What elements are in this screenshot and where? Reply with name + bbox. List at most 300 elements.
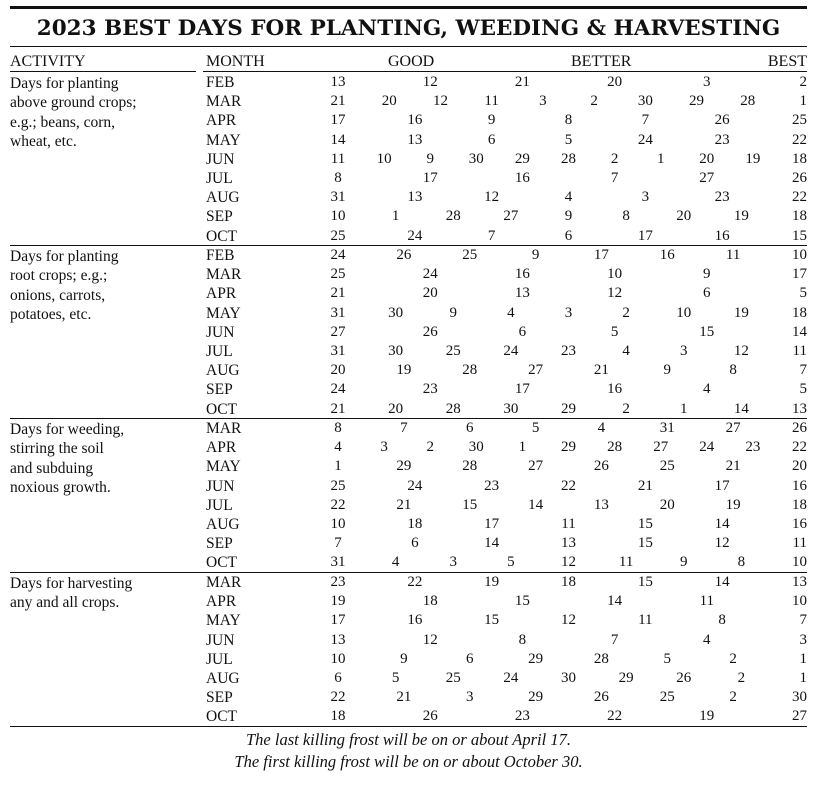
day-value: 7 (400, 420, 408, 436)
month-label: MAR (206, 420, 242, 437)
day-value: 14 (607, 593, 623, 610)
day-value: 14 (484, 535, 500, 552)
day-value: 11 (792, 535, 807, 552)
day-value: 1 (656, 150, 665, 167)
day-value: 11 (699, 593, 715, 610)
day-value: 9 (426, 150, 434, 167)
header-best: BEST (767, 53, 807, 70)
day-value: 24 (503, 670, 519, 686)
month-label: JUL (206, 650, 233, 668)
day-value: 29 (396, 458, 412, 475)
day-value: 5 (564, 131, 573, 148)
day-value: 16 (659, 247, 675, 263)
month-label: MAY (206, 612, 241, 630)
day-value: 16 (407, 612, 423, 629)
month-row (10, 611, 807, 630)
day-value: 22 (792, 189, 807, 206)
day-value: 24 (503, 343, 519, 359)
day-value: 14 (792, 323, 807, 340)
month-label: JUL (206, 170, 233, 187)
day-value: 17 (330, 112, 346, 129)
day-value: 19 (725, 496, 741, 513)
day-value: 13 (792, 400, 807, 417)
day-value: 26 (422, 323, 438, 340)
day-value: 21 (593, 362, 609, 379)
day-value: 21 (330, 285, 346, 302)
day-value: 7 (610, 170, 619, 186)
activity-line: root crops; e.g.; (10, 267, 108, 285)
month-label: MAR (206, 93, 242, 111)
month-label: JUL (206, 496, 233, 514)
day-value: 13 (514, 285, 530, 302)
day-value: 29 (528, 689, 544, 706)
day-value: 18 (422, 593, 438, 610)
day-value: 6 (411, 535, 419, 552)
day-list (276, 265, 807, 284)
day-value: 15 (484, 612, 500, 629)
day-value: 9 (487, 112, 496, 129)
day-value: 18 (561, 574, 576, 590)
day-value: 2 (729, 689, 737, 706)
day-list (276, 188, 807, 207)
day-value: 26 (792, 170, 807, 186)
day-value: 22 (330, 496, 346, 513)
header-underline-days (203, 71, 807, 72)
day-value: 3 (680, 343, 688, 359)
day-list (276, 207, 807, 226)
day-value: 20 (659, 496, 675, 513)
day-value: 21 (725, 458, 741, 475)
month-row (10, 111, 807, 130)
day-value: 12 (607, 285, 623, 302)
month-label: OCT (206, 708, 237, 726)
day-value: 8 (518, 631, 527, 648)
month-label: APR (206, 285, 237, 303)
month-row (10, 207, 807, 226)
day-list (276, 534, 807, 553)
day-value: 3 (799, 631, 807, 648)
day-value: 7 (487, 227, 496, 244)
day-value: 16 (792, 477, 807, 494)
day-list (276, 438, 807, 457)
day-list (276, 400, 807, 419)
activity-line: potatoes, etc. (10, 305, 92, 323)
day-list (276, 304, 807, 323)
activity-section (10, 419, 807, 573)
day-list (276, 131, 807, 150)
day-value: 12 (561, 554, 576, 571)
activity-section (10, 73, 807, 246)
day-value: 13 (407, 131, 423, 148)
day-value: 28 (740, 93, 756, 110)
day-value: 28 (561, 150, 576, 167)
day-value: 10 (330, 650, 346, 667)
day-value: 1 (799, 650, 807, 667)
day-value: 3 (380, 439, 388, 456)
day-value: 28 (607, 439, 623, 456)
day-value: 19 (699, 708, 715, 725)
day-list (276, 246, 807, 265)
day-list (276, 477, 807, 496)
day-value: 14 (714, 574, 730, 590)
month-label: APR (206, 593, 237, 611)
month-row (10, 438, 807, 457)
day-value: 5 (531, 420, 540, 436)
day-value: 26 (593, 689, 609, 706)
day-value: 17 (514, 381, 530, 398)
day-list (276, 380, 807, 399)
month-row (10, 265, 807, 284)
day-value: 11 (561, 516, 576, 532)
day-value: 27 (792, 708, 807, 725)
day-value: 16 (514, 266, 530, 283)
activity-line: Days for weeding, (10, 421, 125, 438)
activity-section (10, 246, 807, 419)
day-value: 25 (792, 112, 807, 129)
day-value: 11 (330, 150, 346, 167)
day-value: 2 (622, 304, 630, 321)
day-value: 27 (528, 458, 544, 475)
day-value: 4 (597, 420, 606, 436)
month-label: AUG (206, 362, 240, 380)
day-value: 17 (484, 516, 500, 532)
day-list (276, 227, 807, 246)
day-value: 13 (792, 574, 807, 590)
month-label: JUN (206, 477, 235, 495)
day-value: 20 (422, 285, 438, 302)
day-value: 16 (407, 112, 423, 129)
day-value: 20 (792, 458, 807, 475)
day-value: 13 (407, 189, 423, 206)
day-list (276, 457, 807, 476)
day-value: 29 (618, 670, 634, 686)
activity-section (10, 573, 807, 727)
day-value: 20 (388, 400, 404, 417)
month-label: SEP (206, 535, 233, 553)
day-value: 18 (330, 708, 346, 725)
day-value: 3 (449, 554, 457, 571)
day-list (276, 631, 807, 650)
day-value: 17 (637, 227, 653, 244)
day-value: 28 (462, 362, 478, 379)
month-label: APR (206, 439, 237, 457)
day-value: 1 (680, 400, 688, 417)
activity-line: Days for harvesting (10, 575, 133, 592)
month-row (10, 342, 807, 361)
day-value: 8 (564, 112, 573, 129)
month-row (10, 150, 807, 169)
day-value: 12 (422, 74, 438, 90)
day-value: 5 (663, 650, 672, 667)
day-value: 23 (330, 574, 346, 590)
day-value: 13 (330, 631, 346, 648)
month-label: MAR (206, 266, 242, 284)
day-value: 24 (330, 247, 346, 263)
month-label: SEP (206, 689, 233, 707)
activity-line: stirring the soil (10, 440, 104, 458)
day-value: 23 (484, 477, 500, 494)
day-value: 18 (792, 208, 807, 225)
day-value: 5 (799, 381, 807, 398)
day-value: 17 (593, 247, 609, 263)
day-list (276, 515, 807, 534)
day-value: 16 (607, 381, 623, 398)
month-label: JUN (206, 323, 235, 341)
day-value: 21 (330, 400, 346, 417)
day-value: 25 (330, 266, 346, 283)
day-value: 24 (637, 131, 653, 148)
activity-line: onions, carrots, (10, 286, 106, 304)
month-row (10, 73, 807, 92)
day-value: 28 (462, 458, 478, 475)
day-list (276, 284, 807, 303)
day-value: 6 (487, 131, 496, 148)
month-label: AUG (206, 189, 240, 207)
month-label: JUN (206, 631, 235, 649)
day-value: 31 (330, 554, 346, 571)
day-value: 25 (445, 670, 461, 686)
day-value: 10 (792, 593, 807, 610)
last-frost-note: The last killing frost will be on or about April 17. (246, 730, 571, 749)
day-value: 24 (422, 266, 438, 283)
month-row (10, 688, 807, 707)
day-value: 30 (792, 689, 807, 706)
day-value: 21 (330, 93, 346, 110)
day-list (276, 611, 807, 630)
day-list (276, 707, 807, 726)
day-list (276, 592, 807, 611)
day-value: 2 (729, 650, 737, 667)
day-value: 31 (330, 304, 346, 321)
day-value: 30 (503, 400, 519, 417)
month-row (10, 650, 807, 669)
day-value: 3 (539, 93, 547, 110)
activity-line: any and all crops. (10, 594, 120, 612)
day-value: 27 (528, 362, 544, 379)
day-value: 19 (484, 574, 500, 590)
header-good: GOOD (388, 53, 435, 70)
day-value: 16 (714, 227, 730, 244)
header-month: MONTH (206, 53, 265, 70)
activity-line: and subduing (10, 459, 94, 477)
day-value: 20 (330, 362, 346, 379)
day-value: 26 (792, 420, 807, 436)
day-value: 24 (407, 477, 423, 494)
day-list (276, 150, 807, 169)
day-value: 10 (607, 266, 623, 283)
day-value: 21 (396, 496, 412, 513)
month-row (10, 534, 807, 553)
day-value: 19 (396, 362, 412, 379)
day-value: 12 (561, 612, 576, 629)
day-value: 2 (590, 93, 598, 110)
day-value: 1 (518, 439, 527, 456)
day-value: 15 (462, 496, 478, 513)
month-row (10, 400, 807, 419)
day-value: 12 (714, 535, 730, 552)
day-value: 16 (514, 170, 530, 186)
day-value: 18 (792, 304, 807, 321)
month-row (10, 131, 807, 150)
month-row (10, 669, 807, 688)
month-label: SEP (206, 208, 233, 226)
day-value: 29 (561, 400, 576, 417)
day-value: 3 (465, 689, 474, 706)
day-value: 15 (514, 593, 530, 610)
day-value: 25 (445, 343, 461, 359)
day-value: 11 (638, 612, 653, 629)
month-label: MAY (206, 304, 241, 322)
day-value: 13 (330, 74, 346, 90)
day-value: 11 (484, 93, 499, 110)
day-value: 18 (792, 150, 807, 167)
day-value: 9 (703, 266, 711, 283)
month-label: APR (206, 112, 237, 130)
month-label: JUN (206, 150, 235, 168)
day-value: 23 (745, 439, 761, 456)
month-row (10, 188, 807, 207)
day-list (276, 92, 807, 111)
day-value: 27 (699, 170, 715, 186)
month-row (10, 457, 807, 476)
day-value: 1 (391, 208, 400, 225)
day-value: 4 (703, 381, 711, 398)
day-value: 4 (703, 631, 711, 648)
month-label: JUL (206, 343, 233, 360)
day-value: 14 (733, 400, 749, 417)
title-rule (10, 46, 807, 47)
day-value: 28 (593, 650, 609, 667)
day-value: 23 (714, 131, 730, 148)
page-title: 2023 BEST DAYS FOR PLANTING, WEEDING & HARVESTING (36, 16, 781, 41)
day-value: 4 (507, 304, 515, 321)
day-value: 21 (637, 477, 653, 494)
day-list (276, 496, 807, 515)
day-value: 30 (388, 304, 404, 321)
month-label: FEB (206, 247, 235, 264)
day-value: 15 (637, 516, 653, 532)
day-value: 17 (330, 612, 346, 629)
day-value: 10 (676, 304, 692, 321)
day-value: 7 (641, 112, 650, 129)
day-value: 2 (799, 74, 807, 90)
day-value: 25 (659, 458, 675, 475)
day-value: 30 (561, 670, 576, 686)
month-label: AUG (206, 670, 240, 687)
day-value: 26 (714, 112, 730, 129)
month-row (10, 304, 807, 323)
day-value: 10 (330, 516, 346, 532)
day-value: 22 (561, 477, 576, 494)
month-row (10, 477, 807, 496)
day-value: 27 (725, 420, 741, 436)
day-value: 31 (330, 343, 346, 359)
day-value: 9 (663, 362, 672, 379)
day-value: 9 (531, 247, 540, 263)
day-value: 21 (514, 74, 530, 90)
day-value: 6 (465, 650, 474, 667)
day-value: 16 (792, 516, 807, 532)
day-list (276, 553, 807, 572)
day-value: 26 (676, 670, 692, 686)
day-list (276, 573, 807, 592)
day-value: 8 (718, 612, 726, 629)
month-label: AUG (206, 516, 240, 533)
day-value: 20 (381, 93, 397, 110)
day-value: 8 (729, 362, 737, 379)
day-list (276, 650, 807, 669)
day-value: 21 (396, 689, 412, 706)
day-value: 27 (653, 439, 669, 456)
day-list (276, 323, 807, 342)
day-list (276, 669, 807, 688)
day-value: 31 (330, 189, 346, 206)
month-label: MAR (206, 574, 242, 591)
activity-line: e.g.; beans, corn, (10, 113, 116, 131)
day-value: 23 (514, 708, 530, 725)
day-value: 12 (484, 189, 500, 206)
day-value: 7 (610, 631, 619, 648)
header-better: BETTER (571, 53, 632, 70)
day-value: 8 (622, 208, 630, 225)
day-value: 29 (528, 650, 544, 667)
day-value: 24 (407, 227, 423, 244)
day-value: 8 (334, 170, 342, 186)
day-value: 29 (514, 150, 530, 167)
activity-line: noxious growth. (10, 478, 111, 496)
day-value: 22 (407, 574, 423, 590)
day-list (276, 111, 807, 130)
day-value: 5 (391, 670, 400, 686)
day-value: 6 (465, 420, 474, 436)
day-value: 1 (799, 670, 807, 686)
day-value: 9 (400, 650, 408, 667)
day-value: 4 (334, 439, 342, 456)
day-value: 23 (714, 189, 730, 206)
day-value: 11 (792, 343, 807, 359)
day-value: 24 (699, 439, 715, 456)
month-row (10, 361, 807, 380)
day-value: 26 (396, 247, 412, 263)
day-value: 30 (388, 343, 404, 359)
day-value: 12 (422, 631, 438, 648)
day-value: 8 (737, 554, 746, 571)
day-value: 7 (799, 362, 807, 379)
day-value: 24 (330, 381, 346, 398)
day-value: 2 (426, 439, 434, 456)
day-value: 19 (745, 150, 761, 167)
month-row (10, 631, 807, 650)
day-value: 23 (561, 343, 576, 359)
day-value: 5 (507, 554, 515, 571)
day-value: 23 (422, 381, 438, 398)
day-value: 2 (737, 670, 746, 686)
day-list (276, 361, 807, 380)
day-value: 11 (618, 554, 634, 571)
day-value: 26 (422, 708, 438, 725)
day-value: 13 (593, 496, 609, 513)
day-value: 13 (561, 535, 576, 552)
day-value: 19 (330, 593, 346, 610)
day-value: 15 (637, 535, 653, 552)
day-value: 22 (792, 439, 807, 456)
day-value: 2 (622, 400, 630, 417)
activity-line: Days for planting (10, 75, 119, 92)
day-value: 10 (792, 247, 807, 263)
day-value: 28 (445, 400, 461, 417)
header-activity: ACTIVITY (10, 53, 86, 70)
day-value: 1 (799, 93, 807, 110)
